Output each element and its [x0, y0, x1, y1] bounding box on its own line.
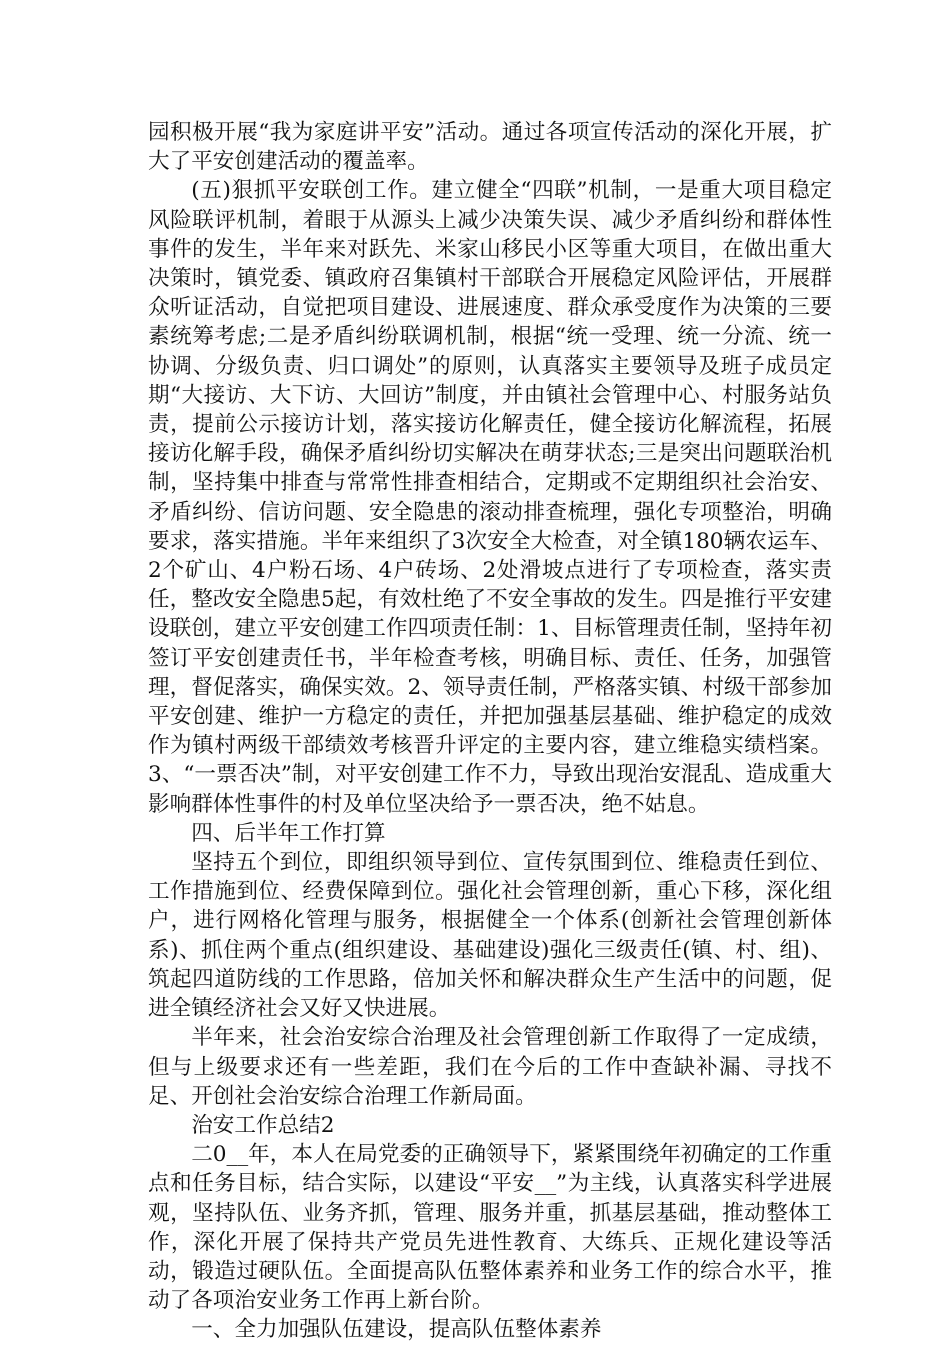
paragraph-4: 半年来，社会治安综合治理及社会管理创新工作取得了一定成绩，但与上级要求还有一些差距，我们在今后的工作中查缺补漏、寻找不足、开创社会治安综合治理工作新局面。: [148, 1025, 832, 1109]
section-heading-1: 一、全力加强队伍建设，提高队伍整体素养: [191, 1317, 602, 1343]
paragraph-5: 二0__年，本人在局党委的正确领导下，紧紧围绕年初确定的工作重点和任务目标，结合实际，以建设“平安__”为主线，认真落实科学进展观，坚持队伍、业务齐抓，管理、服务并重，抓基层基础，推动整体工作，深化开展了保持共产党员先进性教育、大练兵、正规化建设等活动，锻造过硬队伍。全面提高队伍整体素养和业务工作的综合水平，推动了各项治安业务工作再上新台阶。: [148, 1142, 832, 1314]
section-heading-4: 四、后半年工作打算: [191, 820, 386, 846]
document-title-2: 治安工作总结2: [191, 1112, 335, 1138]
document-body: [148, 118, 832, 1345]
paragraph-3: 坚持五个到位，即组织领导到位、宣传氛围到位、维稳责任到位、工作措施到位、经费保障到位。强化社会管理创新，重心下移，深化组户，进行网格化管理与服务，根据健全一个体系(创新社会管理创新体系)、抓住两个重点(组织建设、基础建设)强化三级责任(镇、村、组)、筑起四道防线的工作思路，倍加关怀和解决群众生产生活中的问题，促进全镇经济社会又好又快进展。: [148, 850, 832, 1022]
paragraph-2: (五)狠抓平安联创工作。建立健全“四联”机制，一是重大项目稳定风险联评机制，着眼于从源头上减少决策失误、减少矛盾纠纷和群体性事件的发生，半年来对跃先、米家山移民小区等重大项目，在做出重大决策时，镇党委、镇政府召集镇村干部联合开展稳定风险评估，开展群众听证活动，自觉把项目建设、进展速度、群众承受度作为决策的三要素统筹考虑;二是矛盾纠纷联调机制，根据“统一受理、统一分流、统一协调、分级负责、归口调处”的原则，认真落实主要领导及班子成员定期“大接访、大下访、大回访”制度，并由镇社会管理中心、村服务站负责，提前公示接访计划，落实接访化解责任，健全接访化解流程，拓展接访化解手段，确保矛盾纠纷切实解决在萌芽状态;三是突出问题联治机制，坚持集中排查与常常性排查相结合，定期或不定期组织社会治安、矛盾纠纷、信访问题、安全隐患的滚动排查梳理，强化专项整治，明确要求，落实措施。半年来组织了3次安全大检查，对全镇180辆农运车、2个矿山、4户粉石场、4户砖场、2处滑坡点进行了专项检查，落实责任，整改安全隐患5起，有效杜绝了不安全事故的发生。四是推行平安建设联创，建立平安创建工作四项责任制：1、目标管理责任制，坚持年初签订平安创建责任书，半年检查考核，明确目标、责任、任务，加强管理，督促落实，确保实效。2、领导责任制，严格落实镇、村级干部参加平安创建、维护一方稳定的责任，并把加强基层基础、维护稳定的成效作为镇村两级干部绩效考核晋升评定的主要内容，建立维稳实绩档案。3、“一票否决”制，对平安创建工作不力，导致出现治安混乱、造成重大影响群体性事件的村及单位坚决给予一票否决，绝不姑息。: [148, 178, 832, 817]
paragraph-1: 园积极开展“我为家庭讲平安”活动。通过各项宣传活动的深化开展，扩大了平安创建活动的覆盖率。: [148, 120, 832, 175]
